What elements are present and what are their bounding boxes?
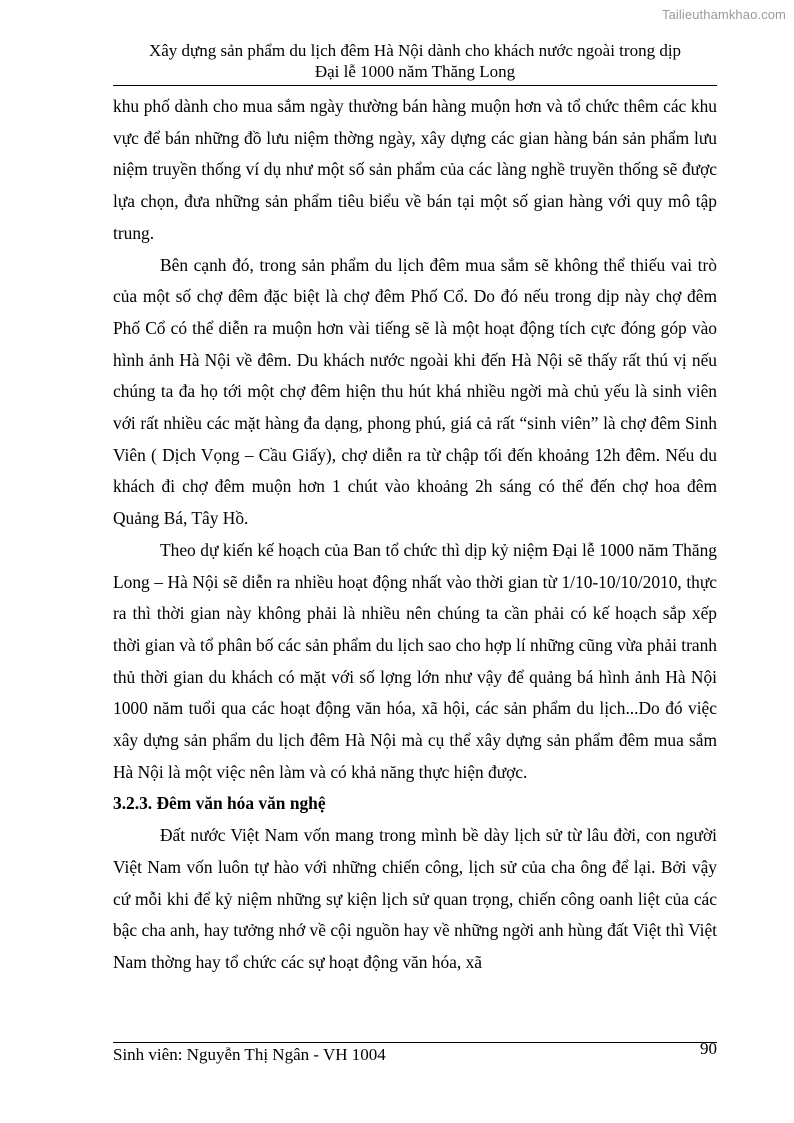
page-number: 90 <box>700 1039 717 1058</box>
paragraph-continuation: khu phố dành cho mua sắm ngày thường bán hàng muộn hơn và tổ chức thêm các khu vực để bán những đồ lưu niệm thờng ngày, xây dựng các gian hàng bán sản phẩm lưu niệm truyền thống ví dụ như một số sản phẩm của các làng nghề truyền thống sẽ được lựa chọn, đưa những sản phẩm tiêu biểu về bán tại một số gian hàng với quy mô tập trung. <box>113 96 717 243</box>
page-header <box>113 40 717 82</box>
watermark-text: Tailieuthamkhao.com <box>661 7 786 22</box>
paragraph-night-markets: Bên cạnh đó, trong sản phẩm du lịch đêm mua sắm sẽ không thể thiếu vai trò của một số chợ đêm đặc biệt là chợ đêm Phố Cổ. Do đó nếu trong dịp này chợ đêm Phố Cổ có thể diễn ra muộn hơn vài tiếng sẽ là một hoạt động tích cực đóng góp vào hình ảnh Hà Nội về đêm. Du khách nước ngoài khi đến Hà Nội sẽ thấy rất thú vị nếu chúng ta đa họ tới một chợ đêm hiện thu hút khá nhiều ngời mà chủ yếu là sinh viên với rất nhiều các mặt hàng đa dạng, phong phú, giá cả rất “sinh viên” là chợ đêm Sinh Viên ( Dịch Vọng – Cầu Giấy), chợ diễn ra từ chập tối đến khoảng 12h đêm. Nếu du khách đi chợ đêm muộn hơn 1 chút vào khoảng 2h sáng có thể đến chợ hoa đêm Quảng Bá, Tây Hồ. <box>113 254 717 529</box>
header-divider <box>113 85 717 86</box>
footer-divider <box>113 1042 717 1043</box>
header-title-line-1: Xây dựng sản phẩm du lịch đêm Hà Nội dành cho khách nước ngoài trong dịp <box>148 41 682 60</box>
footer-author: Sinh viên: Nguyễn Thị Ngân - VH 1004 <box>113 1045 386 1064</box>
section-heading: 3.2.3. Đêm văn hóa văn nghệ <box>113 793 326 814</box>
header-title-line-2: Đại lễ 1000 năm Thăng Long <box>314 62 516 81</box>
paragraph-cultural-night: Đất nước Việt Nam vốn mang trong mình bề dày lịch sử từ lâu đời, con người Việt Nam vốn luôn tự hào với những chiến công, lịch sử của cha ông để lại. Bởi vậy cứ mỗi khi để kỷ niệm những sự kiện lịch sử quan trọng, chiến công oanh liệt của các bậc cha anh, hay tưởng nhớ về cội nguồn hay về những ngời anh hùng đất Việt thì Việt Nam thờng hay tổ chức các sự hoạt động văn hóa, xã <box>113 825 717 972</box>
paragraph-anniversary-plan: Theo dự kiến kế hoạch của Ban tổ chức thì dịp kỷ niệm Đại lễ 1000 năm Thăng Long – Hà Nội sẽ diễn ra nhiều hoạt động nhất vào thời gian từ 1/10-10/10/2010, thực ra thì thời gian này không phải là nhiều nên chúng ta cần phải có kế hoạch sắp xếp thời gian và tổ phân bố các sản phẩm du lịch sao cho hợp lí những cũng vừa phải tranh thủ thời gian du khách có mặt với số lợng lớn như vậy để quảng bá hình ảnh Hà Nội 1000 năm tuổi qua các hoạt động văn hóa, xã hội, các sản phẩm du lịch...Do đó việc xây dựng sản phẩm du lịch đêm Hà Nội mà cụ thể xây dựng sản phẩm đêm mua sắm Hà Nội là một việc nên làm và có khả năng thực hiện được. <box>113 539 717 782</box>
page-body <box>113 91 717 979</box>
